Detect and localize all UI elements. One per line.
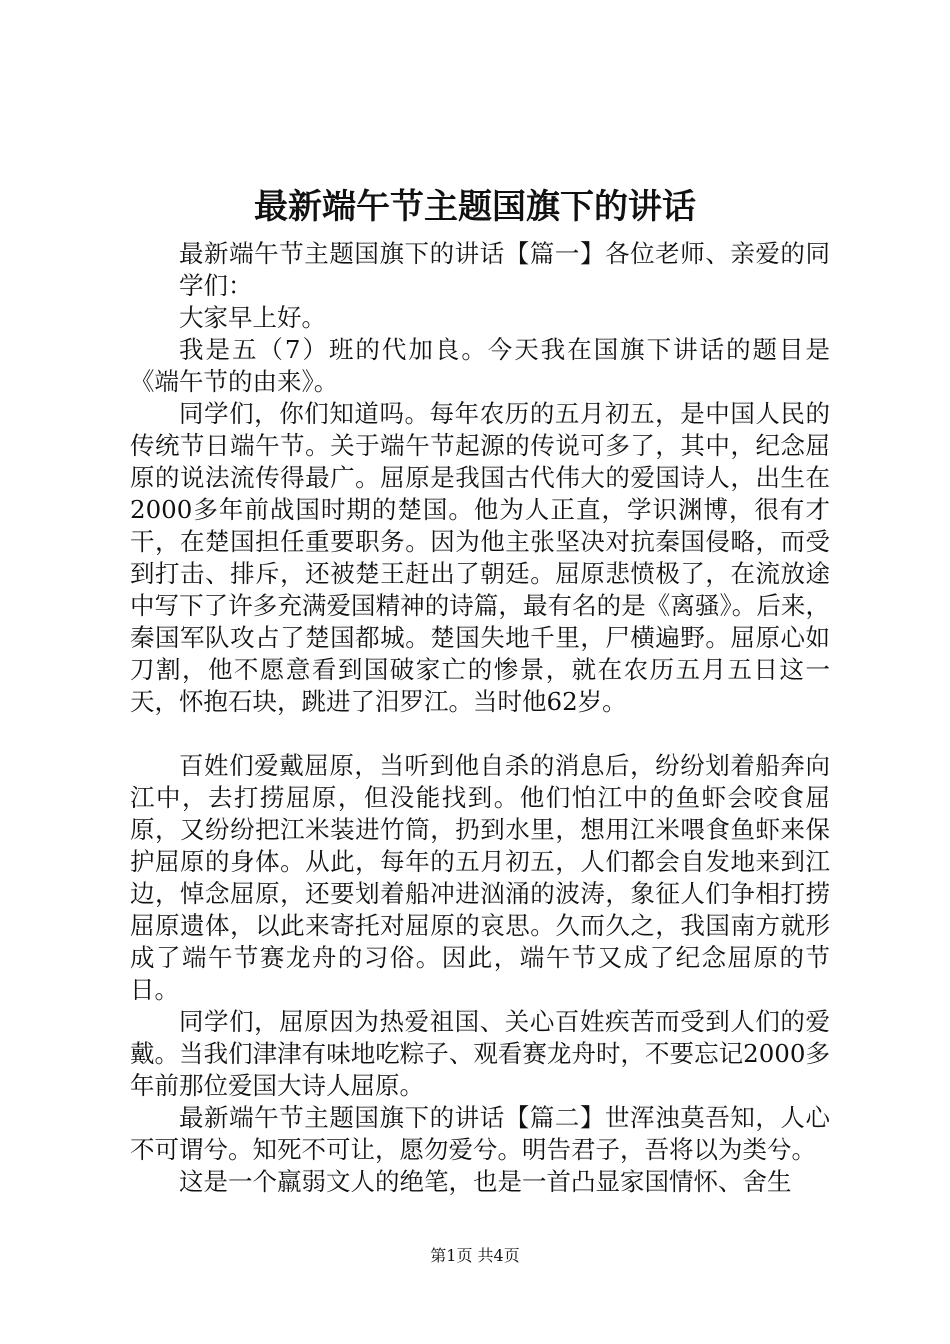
paragraph-5: 百姓们爱戴屈原，当听到他自杀的消息后，纷纷划着船奔向江中，去打捞屈原，但没能找到。他们怕江中的鱼虾会咬食屈原，又纷纷把江米装进竹筒，扔到水里，想用江米喂食鱼虾来保护屈原的身体。从此，每年的五月初五，人们都会自发地来到江边，悼念屈原，还要划着船冲进汹涌的波涛，象征人们争相打捞屈原遗体，以此来寄托对屈原的哀思。久而久之，我国南方就形成了端午节赛龙舟的习俗。因此，端午节又成了纪念屈原的节日。 — [130, 751, 830, 1004]
page-footer: 第1页 共4页 — [430, 1246, 520, 1265]
document-title: 最新端午节主题国旗下的讲话 — [254, 187, 696, 227]
paragraph-8: 这是一个羸弱文人的绝笔，也是一首凸显家国情怀、舍生 — [179, 1167, 792, 1196]
paragraph-4: 同学们，你们知道吗。每年农历的五月初五，是中国人民的传统节日端午节。关于端午节起源的传说可多了，其中，纪念屈原的说法流传得最广。屈原是我国古代伟大的爱国诗人，出生在2000多年前战国时期的楚国。他为人正直，学识渊博，很有才干，在楚国担任重要职务。因为他主张坚决对抗秦国侵略，而受到打击、排斥，还被楚王赶出了朝廷。屈原悲愤极了，在流放途中写下了许多充满爱国精神的诗篇，最有名的是《离骚》。后来，秦国军队攻占了楚国都城。楚国失地千里，尸横遍野。屈原心如刀割，他不愿意看到国破家亡的惨景，就在农历五月五日这一天，怀抱石块，跳进了汨罗江。当时他62岁。 — [130, 399, 830, 716]
paragraph-6: 同学们，屈原因为热爱祖国、关心百姓疾苦而受到人们的爱戴。当我们津津有味地吃粽子、观看赛龙舟时，不要忘记2000多年前那位爱国大诗人屈原。 — [130, 1007, 830, 1100]
paragraph-7: 最新端午节主题国旗下的讲话【篇二】世浑浊莫吾知，人心不可谓兮。知死不可让，愿勿爱兮。明告君子，吾将以为类兮。 — [130, 1103, 830, 1164]
paragraph-1: 最新端午节主题国旗下的讲话【篇一】各位老师、亲爱的同学们： — [179, 239, 830, 300]
paragraph-2: 大家早上好。 — [179, 303, 326, 332]
paragraph-3: 我是五（7）班的代加良。今天我在国旗下讲话的题目是《端午节的由来》。 — [130, 335, 830, 396]
document-body — [130, 238, 830, 1198]
